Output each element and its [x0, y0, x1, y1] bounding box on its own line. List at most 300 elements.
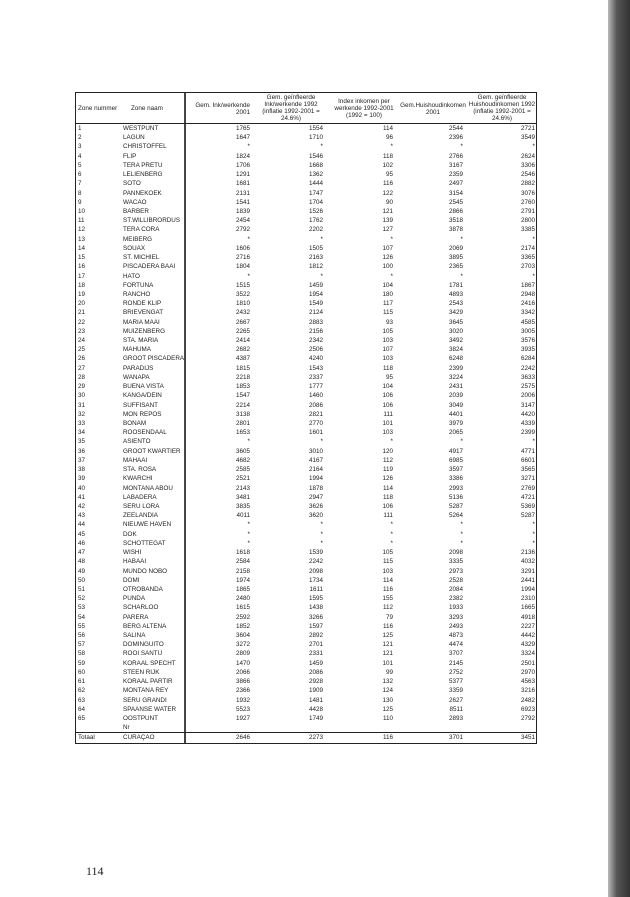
table-row	[76, 170, 536, 179]
table-cell: 3049	[448, 401, 463, 409]
table-row	[76, 668, 536, 677]
table-cell: 107	[382, 346, 393, 354]
zone-name: GROOT PISCADERA	[123, 355, 185, 363]
zone-name: SUFFISANT	[123, 401, 158, 409]
table-cell: 2227	[520, 622, 535, 630]
table-cell: 139	[382, 217, 393, 225]
zone-name: FLIP	[123, 152, 137, 160]
table-cell: 107	[382, 244, 393, 252]
table-cell: 2399	[520, 429, 535, 437]
table-row	[76, 539, 536, 548]
zone-name: RANCHO	[123, 290, 151, 298]
table-cell: 2163	[308, 254, 323, 262]
zone-name: ZEELANDIA	[123, 512, 158, 520]
zone-name: DOMI	[123, 576, 140, 584]
zone-number: 7	[78, 180, 82, 188]
table-cell: 1777	[308, 383, 323, 391]
table-cell: 1974	[235, 576, 250, 584]
table-cell: 2242	[308, 558, 323, 566]
table-row	[76, 557, 536, 566]
table-cell: 111	[383, 410, 393, 418]
table-row	[76, 345, 536, 354]
table-cell: 1994	[308, 475, 323, 483]
total-cell: 2273	[308, 734, 323, 742]
zone-number: 17	[78, 272, 86, 280]
table-cell: 1994	[520, 585, 535, 593]
zone-number: 29	[78, 383, 86, 391]
table-cell: 4428	[308, 705, 323, 713]
table-cell: *	[532, 539, 535, 547]
zone-number: 6	[78, 171, 82, 179]
table-row	[76, 216, 536, 225]
zone-number: 58	[78, 650, 86, 658]
table-cell: 3224	[448, 373, 463, 381]
table-cell: 4387	[235, 355, 250, 363]
table-cell: 1554	[308, 125, 323, 132]
table-cell: 2752	[448, 668, 463, 676]
table-cell: *	[532, 530, 535, 538]
table-cell: *	[532, 438, 535, 446]
table-row	[76, 207, 536, 216]
zone-number: 35	[78, 438, 86, 446]
zone-number: 21	[78, 309, 86, 317]
table-cell: 105	[382, 327, 393, 335]
table-cell: 2098	[448, 549, 463, 557]
table-row	[76, 410, 536, 419]
zone-name: NIEUWE HAVEN	[123, 521, 172, 529]
table-row	[76, 622, 536, 631]
table-row	[76, 336, 536, 345]
table-cell: 2337	[308, 373, 323, 381]
table-cell: 4682	[235, 456, 250, 464]
zone-number: 28	[78, 373, 86, 381]
table-cell: 2667	[235, 318, 250, 326]
table-cell: 3626	[308, 502, 323, 510]
table-row	[76, 567, 536, 576]
table-row	[76, 142, 536, 151]
table-header	[76, 93, 536, 124]
table-cell: 116	[382, 585, 393, 593]
table-cell: 1597	[308, 622, 323, 630]
table-cell: 3481	[235, 493, 250, 501]
table-cell: 1749	[308, 715, 323, 722]
zone-number: 27	[78, 364, 86, 372]
table-cell: 125	[382, 632, 393, 640]
table-row	[76, 419, 536, 428]
zone-name: TERA CORA	[123, 226, 160, 234]
table-cell: 4563	[520, 678, 535, 686]
table-cell: 5287	[448, 502, 463, 510]
zone-name: OTROBANDA	[123, 585, 163, 593]
table-cell: 2627	[448, 696, 463, 704]
zone-number: 19	[78, 290, 86, 298]
table-row	[76, 281, 536, 290]
table-cell: 3324	[520, 650, 535, 658]
table-cell: 3707	[448, 650, 463, 658]
table-cell: 2892	[308, 632, 323, 640]
table-cell: 2098	[308, 567, 323, 575]
zone-name: MAHUMA	[123, 346, 151, 354]
zone-name: SERU GRANDI	[123, 696, 167, 704]
zone-number: 60	[78, 668, 86, 676]
page-number: 114	[86, 864, 104, 878]
zone-name: PANNEKOEK	[123, 189, 162, 197]
table-cell: 2066	[235, 668, 250, 676]
table-cell: 1611	[309, 585, 323, 593]
table-cell: 1515	[235, 281, 250, 289]
table-cell: *	[320, 143, 323, 151]
table-cell: 4771	[520, 447, 535, 455]
table-cell: 2131	[235, 189, 250, 197]
zone-number: 59	[78, 659, 86, 667]
table-cell: 2482	[520, 696, 535, 704]
table-cell: *	[390, 438, 393, 446]
total-label: Totaal	[78, 734, 95, 742]
table-cell: 1765	[235, 125, 250, 132]
table-cell: 2882	[520, 180, 535, 188]
table-cell: 4420	[520, 410, 535, 418]
table-cell: 4918	[520, 613, 535, 621]
table-cell: 3138	[235, 410, 250, 418]
table-cell: 2947	[308, 493, 323, 501]
zone-name: SALINA	[123, 632, 146, 640]
table-cell: *	[532, 235, 535, 243]
table-row	[76, 511, 536, 520]
table-cell: 116	[382, 622, 393, 630]
zone-name: WANAPA	[123, 373, 150, 381]
table-row	[76, 253, 536, 262]
header-huish-1992: Gem. geïnfleerde Huishoudinkomen 1992 (inflatie 1992-2001 = 24.6%)	[468, 94, 536, 122]
zone-number: 63	[78, 696, 86, 704]
zone-name: SERU LORA	[123, 502, 160, 510]
table-row	[76, 225, 536, 234]
table-cell: 2432	[235, 309, 250, 317]
table-cell: 96	[385, 134, 393, 142]
table-cell: 4917	[448, 447, 463, 455]
zone-name: WISHI	[123, 549, 142, 557]
zone-name: SOTO	[123, 180, 141, 188]
table-cell: 4585	[520, 318, 535, 326]
zone-number: 54	[78, 613, 86, 621]
scan-edge-shadow	[608, 0, 630, 897]
zone-name: ROOI SANTU	[123, 650, 163, 658]
table-row	[76, 502, 536, 511]
table-cell: 1606	[235, 244, 250, 252]
table-row	[76, 465, 536, 474]
table-row	[76, 189, 536, 198]
table-cell: *	[247, 272, 250, 280]
table-cell: 1668	[308, 161, 323, 169]
table-cell: 1954	[308, 290, 323, 298]
table-cell: 2800	[520, 217, 535, 225]
zone-name: PARERA	[123, 613, 149, 621]
table-cell: 124	[382, 687, 393, 695]
table-cell: 102	[382, 161, 393, 169]
zone-name: PARADIJS	[123, 364, 154, 372]
zone-number: 16	[78, 263, 86, 271]
table-cell: 2069	[448, 244, 463, 252]
table-cell: 2156	[308, 327, 323, 335]
table-cell: 1932	[235, 696, 250, 704]
table-row	[76, 705, 536, 714]
table-cell: 1865	[235, 585, 250, 593]
table-cell: *	[390, 272, 393, 280]
table-cell: 2441	[520, 576, 535, 584]
table-cell: 126	[382, 475, 393, 483]
zone-name: KORAAL PARTIR	[123, 678, 173, 686]
table-cell: 106	[382, 502, 393, 510]
table-cell: 4442	[520, 632, 535, 640]
table-cell: 2543	[448, 300, 463, 308]
table-cell: *	[247, 539, 250, 547]
zone-name: MUIZENBERG	[123, 327, 165, 335]
table-cell: 79	[385, 613, 393, 621]
table-cell: 2592	[235, 613, 250, 621]
table-cell: 2164	[308, 466, 323, 474]
zone-name: STA. ROSA	[123, 466, 157, 474]
table-cell: 2585	[235, 466, 250, 474]
zone-number: 31	[78, 401, 86, 409]
zone-number: 49	[78, 567, 86, 575]
table-cell: *	[320, 521, 323, 529]
table-cell: *	[320, 438, 323, 446]
table-cell: 1710	[308, 134, 323, 142]
zone-name: OOSTPUNT	[123, 715, 158, 722]
table-cell: 2365	[448, 263, 463, 271]
table-cell: 1867	[520, 281, 535, 289]
zone-number: 1	[78, 125, 82, 132]
table-row	[76, 290, 536, 299]
table-cell: 2544	[448, 125, 463, 132]
table-row	[76, 530, 536, 539]
zone-number: 40	[78, 484, 86, 492]
zone-name: PISCADERA BAAI	[123, 263, 176, 271]
table-cell: 3835	[235, 502, 250, 510]
table-cell: 2331	[308, 650, 323, 658]
table-cell: *	[460, 530, 463, 538]
table-cell: 1470	[235, 659, 250, 667]
table-cell: 3010	[308, 447, 323, 455]
table-row	[76, 124, 536, 133]
table-row	[76, 456, 536, 465]
table-cell: 101	[382, 420, 393, 427]
table-cell: *	[390, 530, 393, 538]
zone-name: MUNDO NOBO	[123, 567, 168, 575]
table-row	[76, 179, 536, 188]
table-cell: 1653	[235, 429, 250, 437]
table-cell: 1762	[308, 217, 323, 225]
table-cell: 2521	[235, 475, 250, 483]
table-row	[76, 447, 536, 456]
table-cell: 2310	[520, 595, 535, 603]
table-cell: 2084	[448, 585, 463, 593]
zone-name: SCHOTTEGAT	[123, 539, 166, 547]
table-cell: 1546	[308, 152, 323, 160]
table-row	[76, 152, 536, 161]
table-cell: 2760	[520, 198, 535, 206]
table-cell: 5377	[448, 678, 463, 686]
income-table	[75, 92, 537, 744]
table-cell: 2431	[448, 383, 463, 391]
table-cell: 3216	[520, 687, 535, 695]
table-cell: 2143	[235, 484, 250, 492]
header-index: Index inkomen per werkende 1992-2001 (1992 = 100)	[334, 98, 394, 119]
table-cell: 2948	[520, 290, 535, 298]
table-cell: 118	[382, 152, 393, 160]
table-cell: 116	[382, 180, 393, 188]
table-cell: 3147	[520, 401, 535, 409]
table-cell: 180	[382, 290, 393, 298]
table-cell: *	[320, 272, 323, 280]
table-cell: 2792	[235, 226, 250, 234]
table-cell: 122	[382, 189, 393, 197]
table-cell: 4893	[448, 290, 463, 298]
table-cell: 4032	[520, 558, 535, 566]
table-cell: 3335	[448, 558, 463, 566]
table-cell: 2928	[308, 678, 323, 686]
table-cell: 2497	[448, 180, 463, 188]
table-cell: 2174	[520, 244, 535, 252]
table-cell: 6923	[520, 705, 535, 713]
table-cell: 2682	[235, 346, 250, 354]
zone-number: 45	[78, 530, 86, 538]
table-cell: 1615	[235, 604, 250, 612]
table-cell: 4721	[520, 493, 535, 501]
zone-number: 24	[78, 337, 86, 345]
zone-name: SCHARLOO	[123, 604, 159, 612]
table-cell: 3895	[448, 254, 463, 262]
zone-number: 41	[78, 493, 86, 501]
zone-number: 2	[78, 134, 82, 142]
table-cell: *	[320, 235, 323, 243]
table-cell: 2214	[235, 401, 250, 409]
table-cell: 2086	[308, 668, 323, 676]
table-cell: 2792	[520, 715, 535, 722]
table-cell: 1665	[520, 604, 535, 612]
table-cell: 3824	[448, 346, 463, 354]
table-cell: 2801	[235, 420, 250, 427]
table-cell: 2545	[448, 198, 463, 206]
zone-name: RONDE KLIP	[123, 300, 162, 308]
table-cell: 2366	[235, 687, 250, 695]
table-cell: 2136	[520, 549, 535, 557]
table-cell: 1444	[308, 180, 323, 188]
zone-name: CHRISTOFFEL	[123, 143, 167, 151]
table-cell: 5369	[520, 502, 535, 510]
zone-name: MAHAAI	[123, 456, 148, 464]
header-zone-nummer: Zone nummer	[78, 105, 118, 112]
table-cell: 1681	[235, 180, 250, 188]
table-cell: *	[460, 235, 463, 243]
table-row	[76, 594, 536, 603]
table-cell: 1549	[308, 300, 323, 308]
table-cell: 1438	[308, 604, 323, 612]
zone-name: DOMINGUITO	[123, 641, 164, 649]
zone-name: MONTANA ABOU	[123, 484, 173, 492]
table-cell: 1927	[235, 715, 250, 722]
table-cell: 5136	[448, 493, 463, 501]
zone-name: SOUAX	[123, 244, 146, 252]
table-cell: 4167	[308, 456, 323, 464]
table-row	[76, 585, 536, 594]
table-cell: 155	[382, 595, 393, 603]
zone-number: 51	[78, 585, 86, 593]
table-cell: 1547	[235, 392, 250, 400]
table-cell: 3167	[448, 161, 463, 169]
table-cell: 106	[382, 392, 393, 400]
zone-number: 32	[78, 410, 86, 418]
table-cell: 114	[382, 484, 393, 492]
zone-number: 20	[78, 300, 86, 308]
table-cell: 1706	[235, 161, 250, 169]
zone-number: 5	[78, 161, 82, 169]
zone-name: MEIBERG	[123, 235, 153, 243]
table-cell: 1839	[235, 207, 250, 215]
table-row	[76, 327, 536, 336]
zone-name: SPAANSE WATER	[123, 705, 177, 713]
table-cell: 2265	[235, 327, 250, 335]
table-cell: *	[532, 143, 535, 151]
table-cell: 2809	[235, 650, 250, 658]
table-cell: *	[460, 272, 463, 280]
table-cell: 2546	[520, 171, 535, 179]
table-cell: *	[247, 235, 250, 243]
table-cell: 3020	[448, 327, 463, 335]
table-cell: 1853	[235, 383, 250, 391]
zone-name: BUENA VISTA	[123, 383, 164, 391]
table-cell: *	[247, 521, 250, 529]
table-cell: 103	[382, 355, 393, 363]
zone-number: 4	[78, 152, 82, 160]
zone-name: LAGUN	[123, 134, 145, 142]
table-cell: 95	[385, 171, 393, 179]
table-cell: 6985	[448, 456, 463, 464]
table-cell: 2416	[520, 300, 535, 308]
table-row	[76, 401, 536, 410]
zone-name: MARIA MAAI	[123, 318, 160, 326]
table-cell: 2158	[235, 567, 250, 575]
zone-name: BRIEVENGAT	[123, 309, 164, 317]
table-cell: 1526	[308, 207, 323, 215]
table-row	[76, 364, 536, 373]
zone-number: 12	[78, 226, 86, 234]
table-cell: 3272	[235, 641, 250, 649]
table-cell: 2701	[308, 641, 323, 649]
zone-number: 18	[78, 281, 86, 289]
total-name: CURAÇAO	[123, 734, 155, 742]
table-cell: 2124	[308, 309, 323, 317]
table-cell: 121	[382, 650, 393, 658]
table-cell: 3429	[448, 309, 463, 317]
zone-number: 55	[78, 622, 86, 630]
table-cell: 3576	[520, 337, 535, 345]
table-cell: 2145	[448, 659, 463, 667]
table-row	[76, 198, 536, 207]
zone-number: 43	[78, 512, 86, 520]
zone-name: ROOSENDAAL	[123, 429, 167, 437]
table-cell: 112	[382, 456, 393, 464]
table-cell: 1459	[308, 281, 323, 289]
zone-name: DOK	[123, 530, 137, 538]
table-cell: 120	[382, 447, 393, 455]
table-row	[76, 318, 536, 327]
zone-name: BARBER	[123, 207, 149, 215]
table-cell: 1543	[308, 364, 323, 372]
zone-name: LELIENBERG	[123, 171, 163, 179]
zone-name: ST. MICHIEL	[123, 254, 160, 262]
table-cell: 3365	[520, 254, 535, 262]
table-cell: 1618	[235, 549, 250, 557]
